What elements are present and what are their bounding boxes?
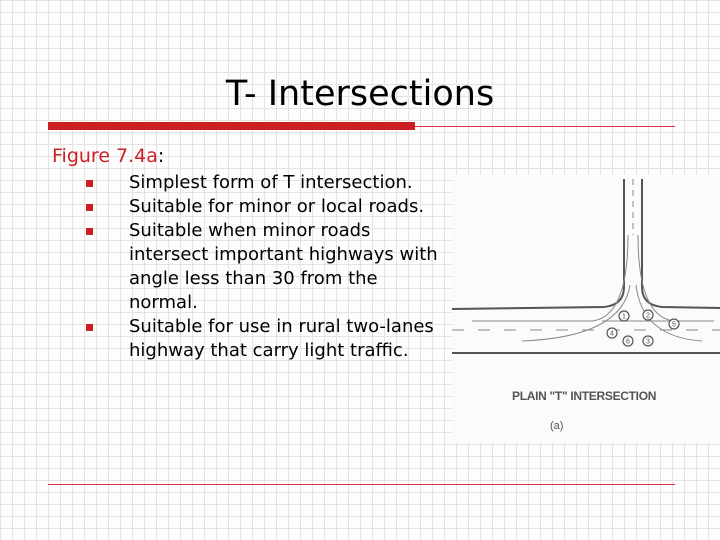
diagram-sublabel: (a) xyxy=(550,420,564,432)
bullet-item xyxy=(86,171,446,195)
bullet-text: Suitable for use in rural two-lanes highway that carry light traffic. xyxy=(129,316,434,361)
figure-reference-colon: : xyxy=(157,145,165,167)
bullet-text: Suitable for minor or local roads. xyxy=(129,196,425,217)
marker-label: 1 xyxy=(622,313,626,321)
minor-road-left-edge xyxy=(452,179,624,309)
marker-label: 3 xyxy=(646,338,650,346)
bullet-square-icon xyxy=(86,228,93,235)
diagram-caption: PLAIN "T" INTERSECTION xyxy=(512,389,657,403)
marker-label: 6 xyxy=(626,338,630,346)
title-rule-thick-bar xyxy=(48,122,415,130)
slide-title: T- Intersections xyxy=(225,74,495,114)
marker-label: 5 xyxy=(672,321,676,329)
bottom-rule xyxy=(48,484,675,485)
bullet-square-icon xyxy=(86,180,93,187)
marker-label: 2 xyxy=(646,312,650,320)
bullet-item xyxy=(86,195,446,219)
bullet-list xyxy=(86,171,446,363)
intersection-figure xyxy=(452,175,720,443)
bullet-text: Simplest form of T intersection. xyxy=(129,172,413,193)
bullet-square-icon xyxy=(86,324,93,331)
bullet-text: Suitable when minor roads intersect important highways with angle less than 30 from the normal. xyxy=(129,220,438,313)
bullet-item xyxy=(86,219,446,315)
figure-reference: Figure 7.4a xyxy=(52,145,158,167)
minor-road-right-edge xyxy=(642,179,720,308)
bullet-item xyxy=(86,315,446,363)
bullet-square-icon xyxy=(86,204,93,211)
marker-label: 4 xyxy=(610,330,614,338)
figure-heading xyxy=(52,143,164,169)
title-rule xyxy=(48,122,675,132)
